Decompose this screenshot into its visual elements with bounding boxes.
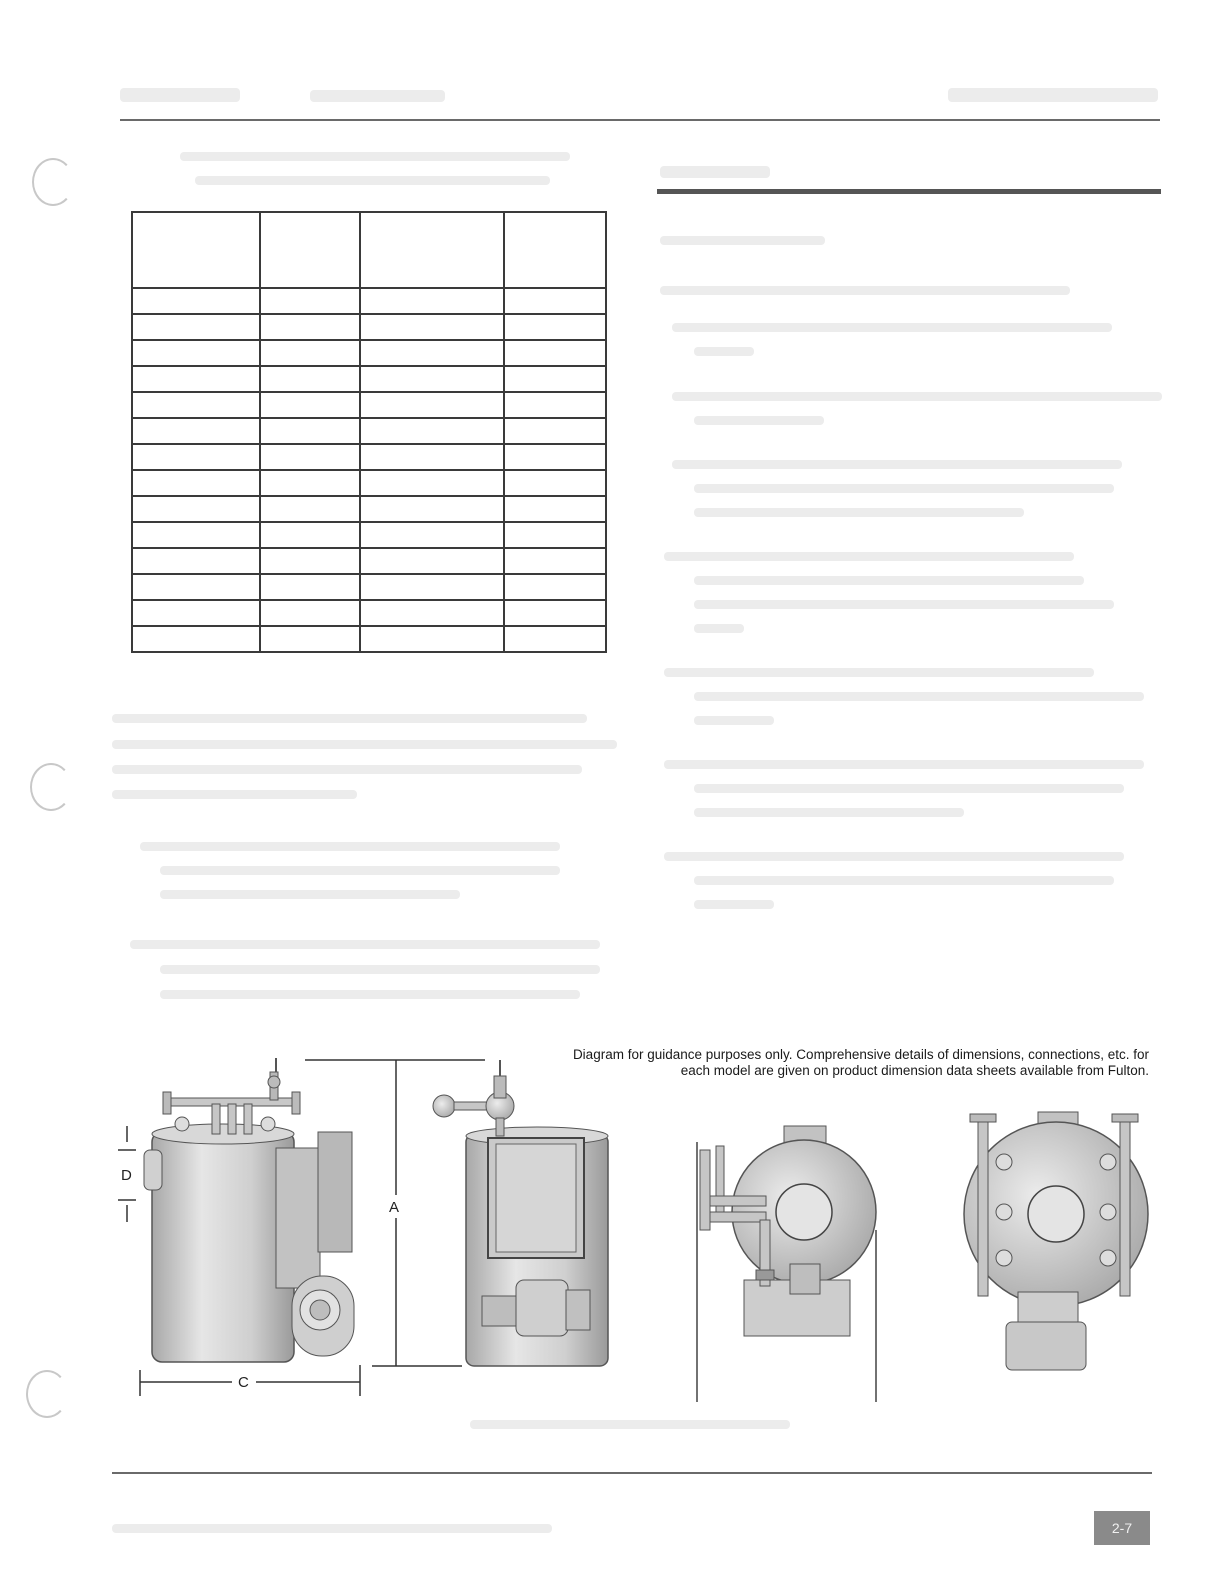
boiler-side-view (144, 1058, 354, 1362)
boiler-front-view (433, 1060, 608, 1366)
footer-rule (112, 1472, 1152, 1474)
diagram-caption: Diagram for guidance purposes only. Comprehensive details of dimensions, connections, etc. for each model are given on product dimension data sheets available from Fulton. (572, 1047, 1149, 1078)
boiler-top-view-right (964, 1112, 1148, 1370)
dimension-label-c: C (238, 1374, 249, 1391)
boiler-top-view-left (697, 1126, 876, 1402)
footer-text (112, 1524, 552, 1533)
figure-caption (470, 1420, 790, 1429)
dimension-c (140, 1365, 360, 1396)
dimension-label-d: D (121, 1167, 132, 1184)
page-number: 2-7 (1094, 1511, 1150, 1545)
dimension-label-a: A (389, 1199, 400, 1216)
